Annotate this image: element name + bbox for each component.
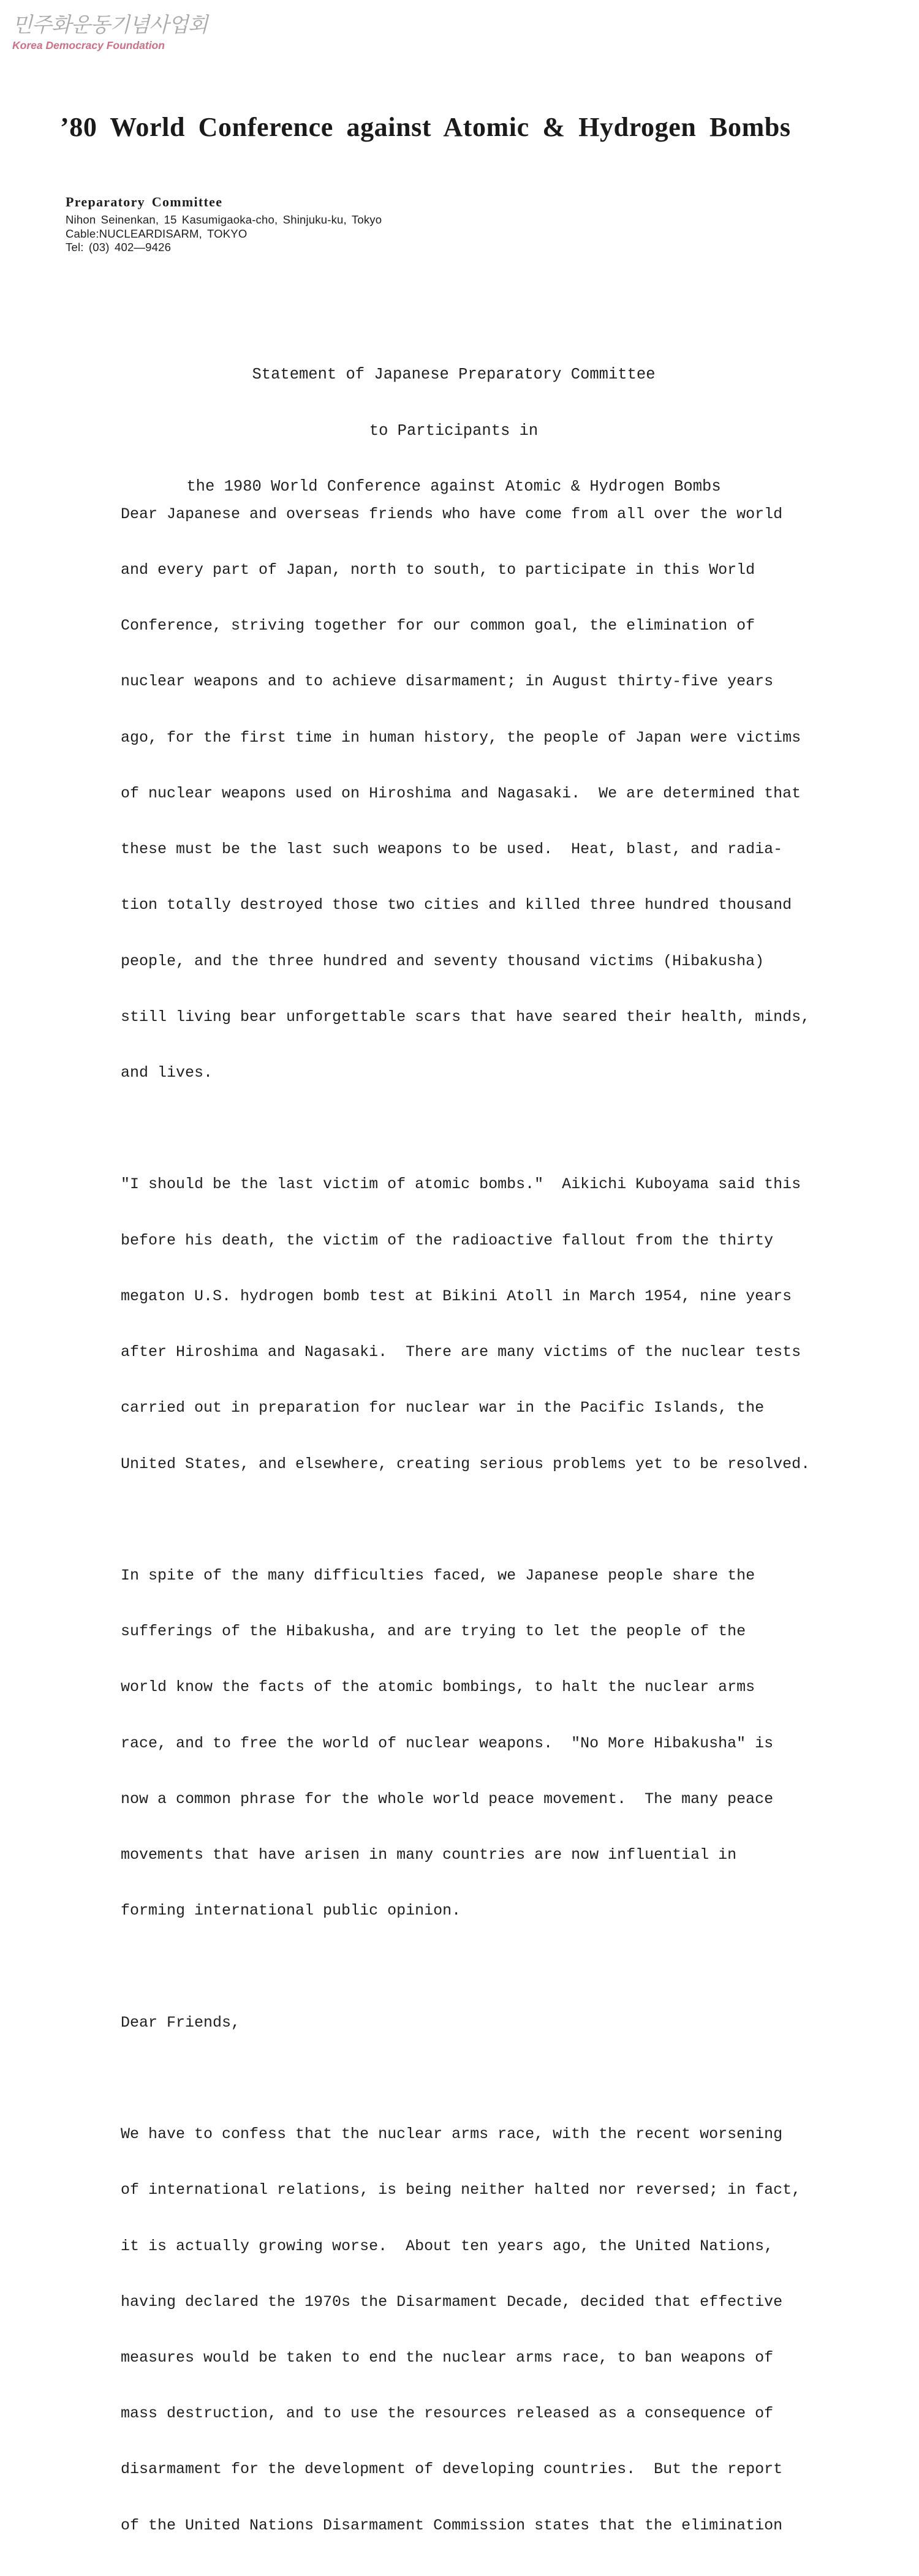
text-line: now a common phrase for the whole world peace movement. The many peace xyxy=(121,1790,774,1808)
text-line: before his death, the victim of the radioactive fallout from the thirty xyxy=(121,1231,774,1249)
statement-body xyxy=(121,468,856,2576)
text-line: tion totally destroyed those two cities and killed three hundred thousand xyxy=(121,896,792,914)
text-line: having declared the 1970s the Disarmament Decade, decided that effective xyxy=(121,2292,783,2311)
committee-name: Preparatory Committee xyxy=(66,194,223,209)
text-line: of nuclear weapons used on Hiroshima and Nagasaki. We are determined that xyxy=(121,784,801,802)
letterhead-title: ’80 World Conference against Atomic & Hydrogen Bombs xyxy=(60,112,791,142)
salutation xyxy=(121,1976,856,2069)
text-line: measures would be taken to end the nuclear arms race, to ban weapons of xyxy=(121,2348,774,2367)
text-line: after Hiroshima and Nagasaki. There are many victims of the nuclear tests xyxy=(121,1343,801,1361)
paragraph-opening xyxy=(121,468,856,1120)
text-line: it is actually growing worse. About ten years ago, the United Nations, xyxy=(121,2237,774,2255)
text-line: ago, for the first time in human history, the people of Japan were victims xyxy=(121,728,801,747)
text-line: people, and the three hundred and seventy thousand victims (Hibakusha) xyxy=(121,952,765,970)
text-line: Dear Friends, xyxy=(121,2013,241,2032)
statement-heading-line: to Participants in xyxy=(369,421,539,440)
foundation-logo xyxy=(12,12,208,51)
committee-tel: Tel: (03) 402—9426 xyxy=(66,241,172,254)
text-line: and lives. xyxy=(121,1064,213,1082)
text-line: race, and to free the world of nuclear weapons. "No More Hibakusha" is xyxy=(121,1734,774,1752)
text-line: In spite of the many difficulties faced, we Japanese people share the xyxy=(121,1566,755,1584)
text-line: still living bear unforgettable scars that have seared their health, minds, xyxy=(121,1007,811,1026)
paragraph-arms-race xyxy=(121,2088,856,2572)
text-line: forming international public opinion. xyxy=(121,1902,461,1920)
text-line: sufferings of the Hibakusha, and are trying to let the people of the xyxy=(121,1622,746,1641)
text-line: movements that have arisen in many countries are now influential in xyxy=(121,1846,737,1864)
paragraph-kuboyama xyxy=(121,1139,856,1511)
text-line: mass destruction, and to use the resources released as a consequence of xyxy=(121,2405,774,2423)
text-line: Conference, striving together for our common goal, the elimination of xyxy=(121,617,755,635)
text-line: of the United Nations Disarmament Commission states that the elimination xyxy=(121,2516,783,2534)
statement-heading-line: Statement of Japanese Preparatory Committee xyxy=(252,366,656,383)
text-line: nuclear weapons and to achieve disarmament; in August thirty-five years xyxy=(121,672,774,691)
text-line: of international relations, is being neither halted nor reversed; in fact, xyxy=(121,2181,801,2199)
text-line: and every part of Japan, north to south, to participate in this World xyxy=(121,561,755,579)
text-line: megaton U.S. hydrogen bomb test at Bikini Atoll in March 1954, nine years xyxy=(121,1287,792,1305)
logo-korean-name: 민주화운동기념사업회 xyxy=(12,13,208,37)
committee-address: Nihon Seinenkan, 15 Kasumigaoka-cho, Shinjuku-ku, Tokyo xyxy=(66,213,382,226)
text-line: carried out in preparation for nuclear war in the Pacific Islands, the xyxy=(121,1399,765,1417)
committee-cable: Cable:NUCLEARDISARM, TOKYO xyxy=(66,227,248,240)
text-line: We have to confess that the nuclear arms race, with the recent worsening xyxy=(121,2125,783,2144)
text-line: these must be the last such weapons to be used. Heat, blast, and radia- xyxy=(121,840,783,859)
logo-english-name: Korea Democracy Foundation xyxy=(12,39,165,51)
text-line: disarmament for the development of developing countries. But the report xyxy=(121,2460,783,2479)
text-line: United States, and elsewhere, creating serious problems yet to be resolved. xyxy=(121,1455,811,1473)
paragraph-difficulties xyxy=(121,1529,856,1957)
statement-heading-line: the 1980 World Conference against Atomic & Hydrogen Bombs xyxy=(186,478,721,495)
text-line: Dear Japanese and overseas friends who have come from all over the world xyxy=(121,505,783,523)
committee-block xyxy=(66,194,382,255)
text-line: "I should be the last victim of atomic bombs." Aikichi Kuboyama said this xyxy=(121,1175,801,1194)
text-line: world know the facts of the atomic bombings, to halt the nuclear arms xyxy=(121,1678,755,1697)
